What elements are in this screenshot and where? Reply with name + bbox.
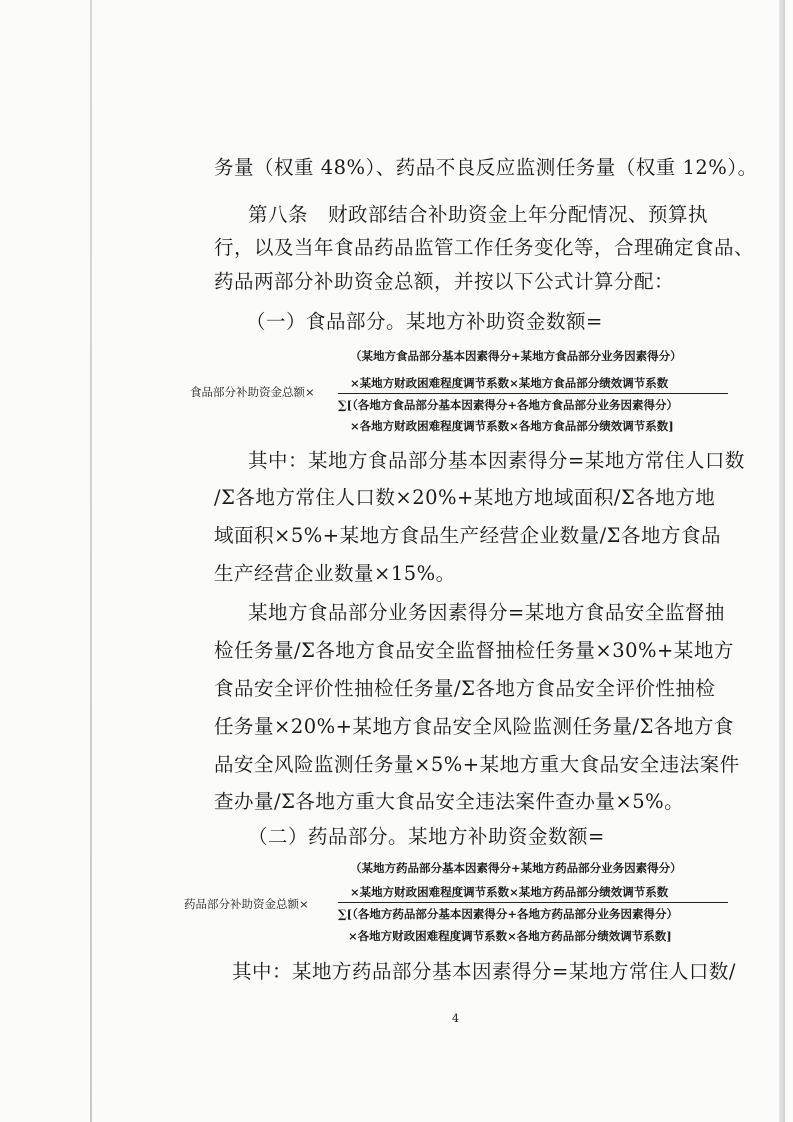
formula-denominator-line: ×各地方财政困难程度调节系数×各地方药品部分绩效调节系数] [348, 929, 672, 943]
formula-denominator-line: ∑[（各地方药品部分基本因素得分+各地方药品部分业务因素得分） [338, 907, 678, 921]
paragraph-line: 任务量×20%+某地方食品安全风险监测任务量/Σ各地方食 [214, 715, 734, 738]
formula-numerator-line: （某地方食品部分基本因素得分+某地方食品部分业务因素得分） [350, 349, 682, 363]
paragraph-line: 品安全风险监测任务量×5%+某地方重大食品安全违法案件 [214, 753, 740, 776]
paragraph-line: 检任务量/Σ各地方食品安全监督抽检任务量×30%+某地方 [214, 639, 734, 662]
paragraph-line: 其中：某地方食品部分基本因素得分=某地方常住人口数 [248, 449, 745, 472]
formula-numerator-line: ×某地方财政困难程度调节系数×某地方药品部分绩效调节系数 [350, 885, 669, 899]
paragraph-line: 行，以及当年食品药品监管工作任务变化等，合理确定食品、 [214, 236, 755, 259]
formula-left-side: 药品部分补助资金总额× [184, 897, 309, 911]
paragraph-line: 查办量/Σ各地方重大食品安全违法案件查办量×5%。 [214, 790, 685, 813]
paragraph-line: 生产经营企业数量×15%。 [214, 562, 456, 585]
drug-formula [184, 860, 735, 960]
page-left-edge [90, 0, 92, 1122]
paragraph-line: 域面积×5%+某地方食品生产经营企业数量/Σ各地方食品 [214, 524, 721, 547]
formula-denominator-line: ×各地方财政困难程度调节系数×各地方食品部分绩效调节系数] [350, 419, 674, 433]
paragraph-line: /Σ各地方常住人口数×20%+某地方地域面积/Σ各地方地 [214, 486, 716, 509]
page-number: 4 [452, 1012, 459, 1025]
article-heading: 第八条 财政部结合补助资金上年分配情况、预算执 [248, 203, 709, 226]
paragraph-line: 其中：某地方药品部分基本因素得分=某地方常住人口数/ [232, 960, 736, 983]
page-right-edge [779, 0, 785, 1122]
section-heading-drug: （二）药品部分。某地方补助资金数额= [248, 825, 605, 848]
formula-numerator-line: （某地方药品部分基本因素得分+某地方药品部分业务因素得分） [350, 861, 682, 875]
food-formula [190, 348, 735, 448]
fraction-bar [338, 902, 728, 903]
paragraph-line: 食品安全评价性抽检任务量/Σ各地方食品安全评价性抽检 [214, 677, 716, 700]
section-heading-food: （一）食品部分。某地方补助资金数额= [246, 310, 603, 333]
paragraph-line: 药品两部分补助资金总额，并按以下公式计算分配： [214, 270, 675, 293]
formula-denominator-line: ∑[（各地方食品部分基本因素得分+各地方食品部分业务因素得分） [338, 398, 678, 412]
paragraph-line: 某地方食品部分业务因素得分=某地方食品安全监督抽 [248, 601, 725, 624]
fraction-bar [338, 393, 728, 394]
formula-numerator-line: ×某地方财政困难程度调节系数×某地方食品部分绩效调节系数 [350, 376, 669, 390]
formula-left-side: 食品部分补助资金总额× [190, 385, 315, 399]
paragraph-line: 务量（权重 48%）、药品不良反应监测任务量（权重 12%）。 [214, 156, 758, 179]
